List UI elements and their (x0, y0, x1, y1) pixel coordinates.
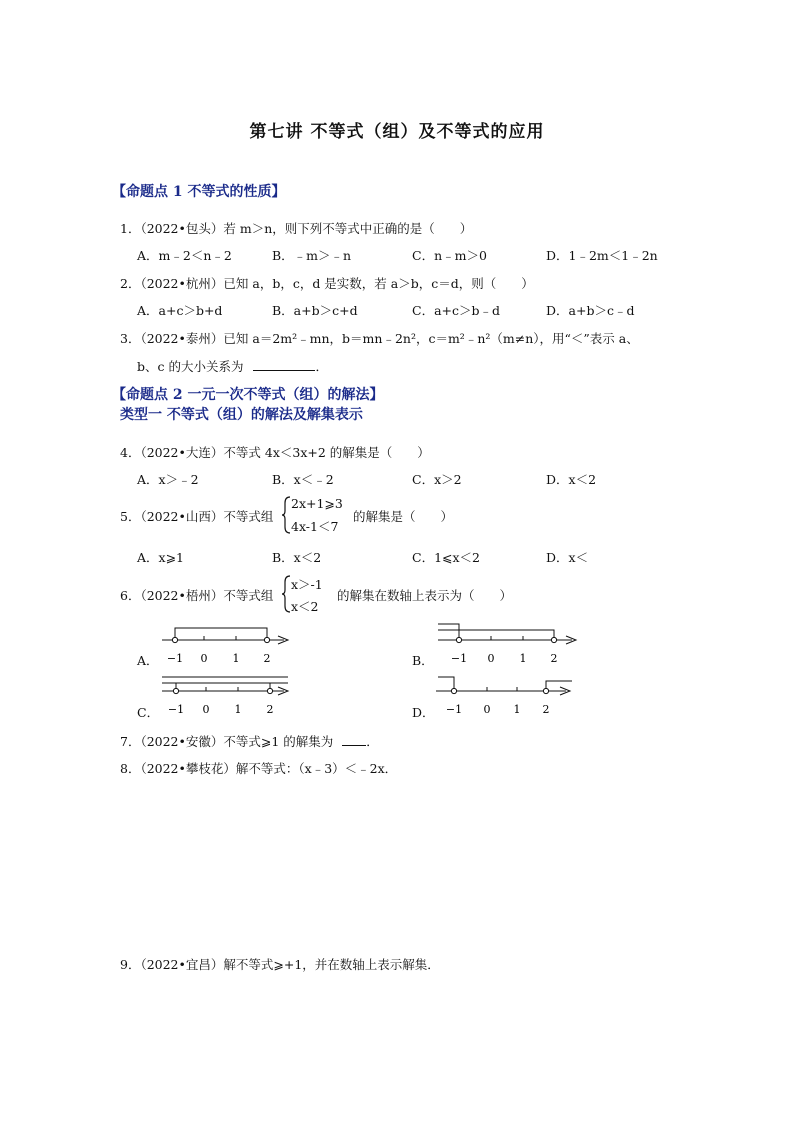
question-2-stem: 2．（2022•杭州）已知 a，b，c，d 是实数，若 a＞b，c＝d，则（ ） (120, 276, 534, 291)
question-6-suffix: 的解集在数轴上表示为（ ） (337, 588, 513, 603)
question-4-stem: 4．（2022•大连）不等式 4x＜3x+2 的解集是（ ） (120, 445, 430, 460)
question-1-option-d: D．1﹣2m＜1﹣2n (546, 248, 658, 263)
question-2-option-a: A．a+c＞b+d (137, 303, 223, 318)
question-5-option-a: A．x⩾1 (137, 550, 185, 565)
question-5-prefix: 5．（2022•山西）不等式组 (120, 509, 274, 524)
question-3-line-2: b、c 的大小关系为 ． (137, 359, 328, 374)
tick-label: 0 (483, 703, 491, 716)
question-9-stem: 9．（2022•宜昌）解不等式⩾+1，并在数轴上表示解集． (120, 957, 440, 972)
question-1-option-a: A．m﹣2＜n﹣2 (137, 248, 232, 263)
question-6-option-c-number-line (160, 673, 292, 717)
question-7 (120, 732, 379, 750)
tick-label: −1 (167, 703, 185, 716)
tick-label: 2 (266, 703, 274, 716)
tick-label: −1 (166, 652, 184, 665)
question-7-end: ． (366, 734, 379, 749)
question-2-option-b: B．a+b＞c+d (272, 303, 358, 318)
tick-label: 1 (513, 703, 521, 716)
question-1-stem: 1．（2022•包头）若 m＞n，则下列不等式中正确的是（ ） (120, 221, 473, 236)
question-1-option-c: C．n﹣m＞0 (412, 248, 487, 263)
question-3-line-1: 3．（2022•泰州）已知 a＝2m²﹣mn，b＝mn﹣2n²，c＝m²﹣n²（m≠n），用“＜”表示 a、 (120, 331, 639, 346)
tick-label: 1 (519, 652, 527, 665)
tick-label: 2 (542, 703, 550, 716)
question-5-inequality-2: 4x-1＜7 (291, 519, 339, 534)
question-6-prefix: 6．（2022•梧州）不等式组 (120, 588, 274, 603)
question-6-option-a-label: A． (137, 653, 159, 668)
tick-label: 0 (202, 703, 210, 716)
question-4-option-d: D．x＜2 (546, 472, 597, 487)
section-subheading: 类型一 不等式（组）的解法及解集表示 (120, 407, 363, 423)
question-5-option-c: C．1⩽x＜2 (412, 550, 480, 565)
question-2-option-d: D．a+b＞c﹣d (546, 303, 635, 318)
question-5-option-b: B．x＜2 (272, 550, 322, 565)
question-6-option-b-number-line (436, 622, 580, 666)
question-6-option-d-number-line (434, 673, 578, 717)
question-7-stem: 7．（2022•安徽）不等式⩾1 的解集为 (120, 734, 334, 749)
question-6-inequality-2: x＜2 (291, 599, 319, 614)
section-heading-2: 【命题点 2 一元一次不等式（组）的解法】 (112, 387, 384, 403)
page-title: 第七讲 不等式（组）及不等式的应用 (249, 122, 545, 142)
question-6-option-a-number-line (160, 622, 292, 666)
question-3-line-2-text: b、c 的大小关系为 (137, 359, 244, 374)
tick-label: 1 (234, 703, 242, 716)
answer-blank (342, 733, 366, 746)
question-2-option-c: C．a+c＞b﹣d (412, 303, 500, 318)
question-4-option-b: B．x＜﹣2 (272, 472, 334, 487)
question-1-option-b: B．﹣m＞﹣n (272, 248, 352, 263)
question-4-option-a: A．x＞﹣2 (137, 472, 199, 487)
question-6-option-d-label: D． (412, 705, 435, 720)
question-5-inequality-1: 2x+1⩾3 (291, 496, 343, 511)
tick-label: 2 (550, 652, 558, 665)
tick-label: 0 (487, 652, 495, 665)
section-heading-1: 【命题点 1 不等式的性质】 (112, 184, 286, 200)
tick-label: 2 (263, 652, 271, 665)
question-5-suffix: 的解集是（ ） (353, 509, 454, 524)
question-4-option-c: C．x＞2 (412, 472, 462, 487)
question-5-option-d: D．x＜ (546, 550, 589, 565)
answer-blank (253, 358, 315, 371)
tick-label: −1 (450, 652, 468, 665)
question-6-option-c-label: C． (137, 705, 160, 720)
question-8-stem: 8．（2022•攀枝花）解不等式：（x﹣3）＜﹣2x． (120, 761, 398, 776)
tick-label: 0 (200, 652, 208, 665)
tick-label: −1 (445, 703, 463, 716)
tick-label: 1 (232, 652, 240, 665)
question-6-option-b-label: B． (412, 653, 434, 668)
question-6-inequality-1: x＞-1 (291, 577, 323, 592)
